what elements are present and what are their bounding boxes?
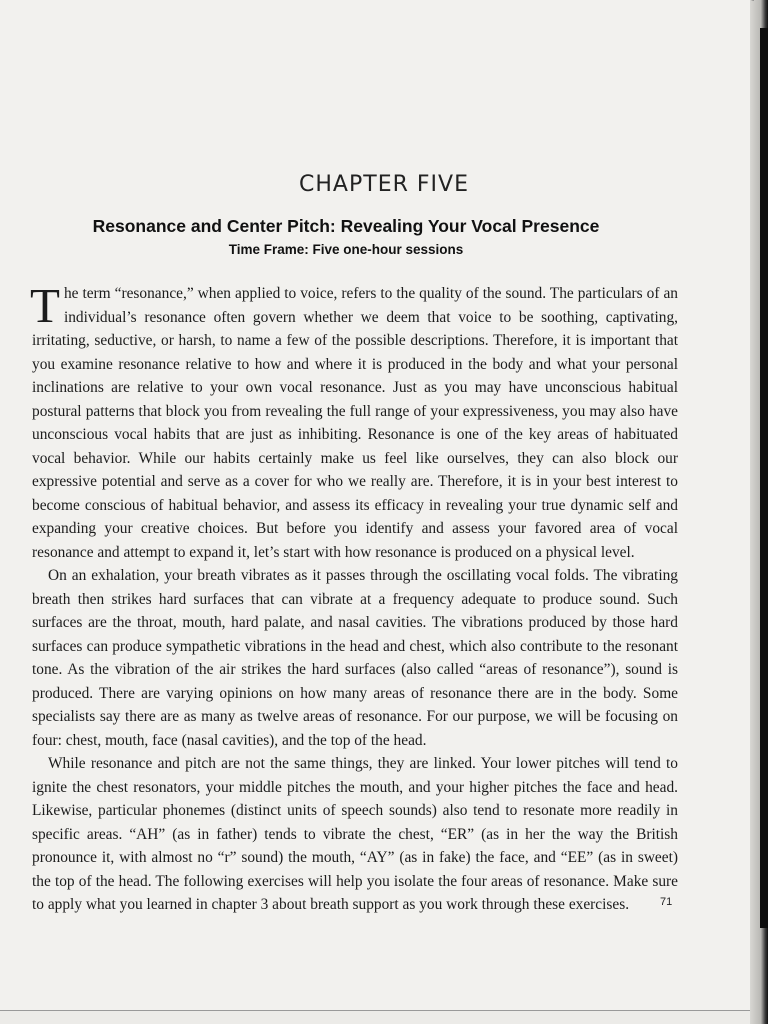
paragraph-3: While resonance and pitch are not the same things, they are linked. Your lower pitches will tend to ignite the chest resonators, your middle pitches the mouth, and your higher pitches the face and head. Likewise, particular phonemes (distinct units of speech sounds) also tend to resonate more readily in specific areas. “AH” (as in father) tends to vibrate the chest, “ER” (as in her the way the British pronounce it, with almost no “r” sound) the mouth, “AY” (as in fake) the face, and “EE” (as in sweet) the top of the head. The following exercises will help you isolate the four areas of resonance. Make sure to apply what you learned in chapter 3 about breath support as you work through these exercises. — [32, 755, 678, 913]
body-text — [30, 278, 678, 917]
chapter-title: Resonance and Center Pitch: Revealing Your Vocal Presence — [92, 216, 600, 236]
drop-cap: T — [30, 278, 60, 333]
paragraph-1 — [30, 278, 678, 564]
page-number: 71 — [660, 896, 673, 908]
paragraph-2: On an exhalation, your breath vibrates as it passes through the oscillating vocal folds. The vibrating breath then strikes hard surfaces that can vibrate at a frequency adequate to produce sound. Such surfaces are the throat, mouth, hard palate, and nasal cavities. The vibrations produced by those hard surfaces can produce sympathetic vibrations in the head and chest, which also contribute to the resonant tone. As the vibration of the air strikes the hard surfaces (also called “areas of resonance”), sound is produced. There are varying opinions on how many areas of resonance there are in the body. Some specialists say there are as many as twelve areas of resonance. For our purpose, we will be focusing on four: chest, mouth, face (nasal cavities), and the top of the head. — [32, 567, 678, 749]
paragraph-1-text: he term “resonance,” when applied to voice, refers to the quality of the sound. The particulars of an individual’s resonance often govern whether we deem that voice to be soothing, captivating, irritating, seductive, or harsh, to name a few of the possible descriptions. Therefore, it is important that you examine resonance relative to how and where it is produced in the body and what your personal inclinations are relative to your own vocal resonance. Just as you may have unconscious habitual postural patterns that block you from revealing the full range of your expressiveness, you may also have unconscious vocal habits that are just as inhibiting. Resonance is one of the key areas of habituated vocal behavior. While our habits certainly make us feel like ourselves, they can also block our expressive potential and serve as a cover for who we really are. Therefore, it is in your best interest to become conscious of habitual behavior, and assess its efficacy in revealing your true dynamic self and expanding your creative choices. But before you identify and assess your favored area of vocal resonance and attempt to expand it, let’s start with how resonance is produced on a physical level. — [32, 285, 678, 561]
binding-edge — [760, 28, 768, 928]
chapter-number-label: CHAPTER FIVE — [299, 172, 469, 197]
time-frame-subtitle: Time Frame: Five one-hour sessions — [228, 242, 464, 257]
